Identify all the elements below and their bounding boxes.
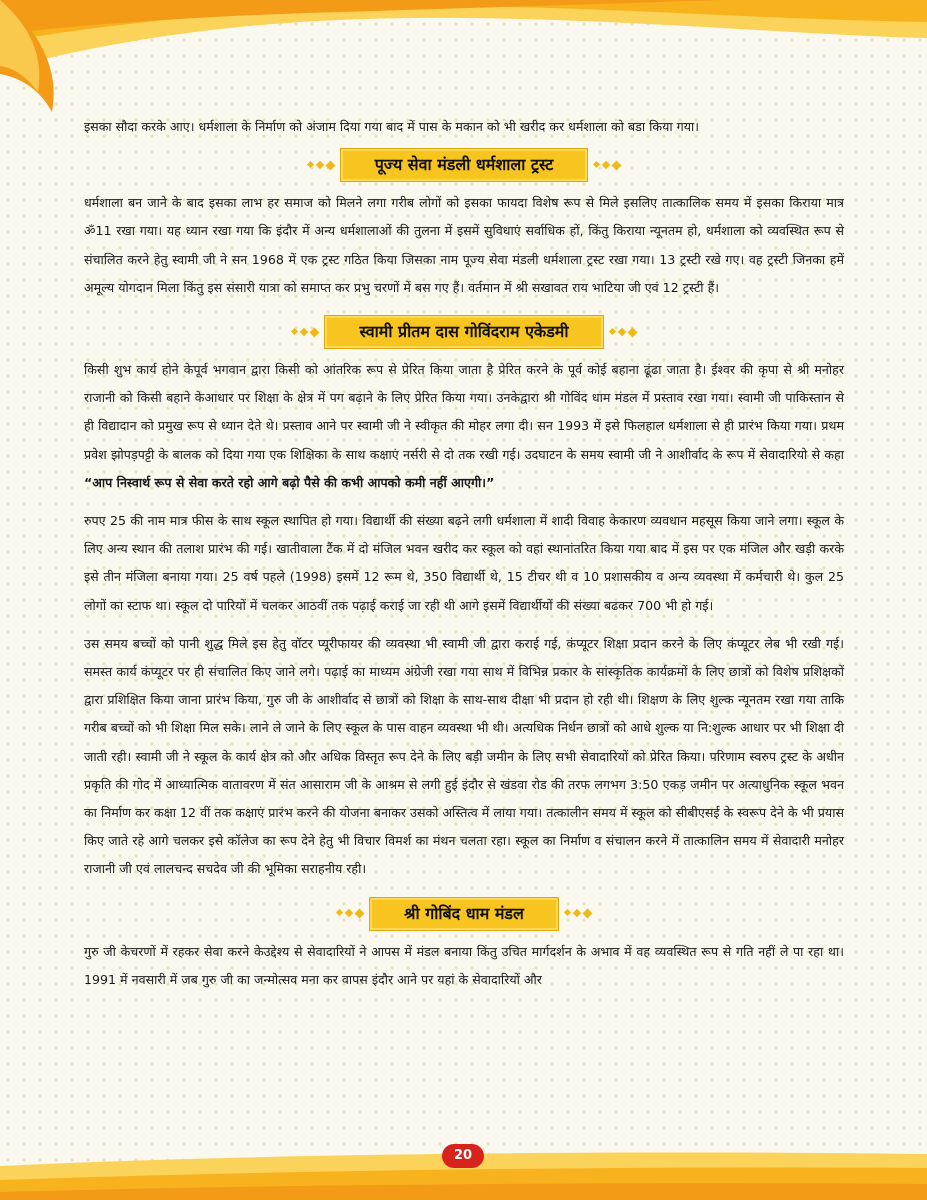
heading-ornament-right	[594, 162, 620, 169]
heading-academy-title: स्वामी प्रीतम दास गोविंदराम एकेडमी	[324, 315, 603, 349]
page-content	[84, 113, 844, 1004]
heading-ornament-left	[292, 329, 318, 336]
paragraph-academy-text: किसी शुभ कार्य होने केपूर्व भगवान द्वारा किसी को आंतरिक रूप से प्रेरित किया जाता है प्रेरित करने के पूर्व कोई बहाना ढूंढा जाता है। ईश्वर की कृपा से श्री मनोहर राजानी को किसी बहाने केआधार पर शिक्षा के क्षेत्र में पग बढ़ाने के लिए प्रेरित किया गया। उनकेद्वारा श्री गोविंद धाम मंडल में प्रस्ताव रखा गया। स्वामी जी पाकिस्तान से ही विद्यादान को प्रमुख रूप से ध्यान देते थे। प्रस्ताव आने पर स्वामी जी ने स्वीकृत की मोहर लगा दी। सन 1993 में इसे फिलहाल धर्मशाला से ही प्रारंभ किया गया। प्रथम प्रवेश झोपड़पट्टी के बालक को दिया गया एक शिक्षिका के साथ कक्षाएं नर्सरी से दो तक रखी गई। उदघाटन के समय स्वामी जी ने आशीर्वाद के रूप में सेवादारियो से कहा	[84, 362, 844, 462]
paragraph-trust: धर्मशाला बन जाने के बाद इसका लाभ हर समाज को मिलने लगा गरीब लोगों को इसका फायदा विशेष रूप से मिले इसलिए तात्कालिक समय में इसका किराया मात्र ॐ11 रखा गया। यह ध्यान रखा गया कि इंदौर में अन्य धर्मशालाओं की तुलना में इसमें सुविधाएं सर्वाधिक हों, किंतु किराया न्यूनतम हो, धर्मशाला को व्यवस्थित रूप से संचालित करने हेतु स्वामी जी ने सन 1968 में एक ट्रस्ट गठित किया जिसका नाम पूज्य सेवा मंडली धर्मशाला ट्रस्ट रखा गया। 13 ट्रस्टी रखे गए। वह ट्रस्टी जिनका हमें अमूल्य योगदान मिला किंतु इस संसारी यात्रा को समाप्त कर प्रभु चरणों में बस गए हैं। वर्तमान में श्री सखावत राय भाटिया जी एवं 12 ट्रस्टी हैं।	[84, 195, 844, 295]
page-number-badge: 20	[442, 1144, 484, 1168]
heading-trust-title: पूज्य सेवा मंडली धर्मशाला ट्रस्ट	[340, 148, 589, 182]
paragraph-facilities: उस समय बच्चों को पानी शुद्ध मिले इस हेतु वॉटर प्यूरीफायर की व्यवस्था भी स्वामी जी द्वारा कराई गई, कंप्यूटर शिक्षा प्रदान करने के लिए कंप्यूटर लेब भी रखी गई। समस्त कार्य कंप्यूटर पर ही संचालित किए जाने लगे। पढ़ाई का माध्यम अंग्रेजी रखा गया साथ में विभिन्न प्रकार के सांस्कृतिक कार्यक्रमों के लिए छात्रों को विशेष प्रशिक्षकों द्वारा प्रशिक्षित किया जाना प्रारंभ किया, गुरु जी के आशीर्वाद से छात्रों को शिक्षा के साथ-साथ दीक्षा भी प्रदान हो रही थी। शिक्षण के लिए शुल्क न्यूनतम रखा गया ताकि गरीब बच्चों को भी शिक्षा मिल सके। लाने ले जाने के लिए स्कूल के पास वाहन व्यवस्था भी थी। अत्यधिक निर्धन छात्रों को आधे शुल्क या नि:शुल्क आधार पर भी शिक्षा दी जाती रही। स्वामी जी ने स्कूल के कार्य क्षेत्र को और अधिक विस्तृत रूप देने के लिए बड़ी जमीन के लिए सभी सेवादारियों को प्रेरित किया। परिणाम स्वरुप ट्रस्ट के अधीन प्रकृति की गोद में आध्यात्मिक वातावरण में संत आसाराम जी के आश्रम से लगी हुई इंदौर से खंडवा रोड की तरफ लगभग 3:50 एकड़ जमीन पर अत्याधुनिक स्कूल भवन का निर्माण कर कक्षा 12 वीं तक कक्षाएं प्रारंभ करने की योजना बनाकर उसको अस्तित्व में लाया गया। तत्कालीन समय में स्कूल को सीबीएसई के स्वरूप देने के भी प्रयास किए जाते रहे आगे चलकर इसे कॉलेज का रूप देने हेतु भी विचार विमर्श का मंथन चलता रहा। स्कूल का निर्माण व संचालन करने में तात्कालिन समय में सेवादारी मनोहर राजानी जी एवं लालचन्द सचदेव जी की भूमिका सराहनीय रही।	[84, 635, 844, 877]
paragraph-school-growth: रुपए 25 की नाम मात्र फीस के साथ स्कूल स्थापित हो गया। विद्यार्थी की संख्या बढ़ने लगी धर्मशाला में शादी विवाह केकारण व्यवधान महसूस किया जाने लगा। स्कूल के लिए अन्य स्थान की तलाश प्रारंभ की गई। खातीवाला टैंक में दो मंजिल भवन खरीद कर स्कूल को वहां स्थानांतरित किया गया बाद में इस पर एक मंजिल और खड़ी करके इसे तीन मंजिला बनाया गया। 25 वर्ष पहले (1998) इसमें 12 रूम थे, 350 विद्यार्थी थे, 15 टीचर थी व 10 प्रशासकीय व अन्य व्यवस्था में कर्मचारी थे। कुल 25 लोगों का स्टाफ था। स्कूल दो पारियों में चलकर आठवीं तक पढ़ाई कराई जा रही थी आगे इसमें विद्यार्थीयों की संख्या बढकर 700 भी हो गई।	[84, 513, 844, 613]
heading-mandal-title: श्री गोबिंद धाम मंडल	[369, 897, 559, 931]
heading-ornament-right	[610, 329, 636, 336]
heading-ornament-left	[337, 910, 363, 917]
section-heading-mandal	[84, 894, 844, 934]
heading-ornament-left	[308, 162, 334, 169]
paragraph-mandal: गुरु जी केचरणों में रहकर सेवा करने केउद्देश्य से सेवादारियों ने आपस में मंडल बनाया किंतु उचित मार्गदर्शन के अभाव में वह व्यवस्थित रूप से गति नहीं ले पा रहा था। 1991 में नवसारी में जब गुरु जी का जन्मोत्सव मना कर वापस इंदौर आने पर यहां के सेवादारियों और	[84, 943, 844, 987]
heading-ornament-right	[565, 910, 591, 917]
section-heading-trust	[84, 145, 844, 185]
paragraph-intro: इसका सौदा करके आए। धर्मशाला के निर्माण को अंजाम दिया गया बाद में पास के मकान को भी खरीद कर धर्मशाला को बडा किया गया।	[84, 119, 700, 134]
swami-quote: “आप निस्वार्थ रूप से सेवा करते रहो आगे बढ़ो पैसे की कभी आपको कमी नहीं आएगी।”	[84, 474, 495, 490]
section-heading-academy	[84, 312, 844, 352]
paragraph-academy	[84, 356, 844, 497]
